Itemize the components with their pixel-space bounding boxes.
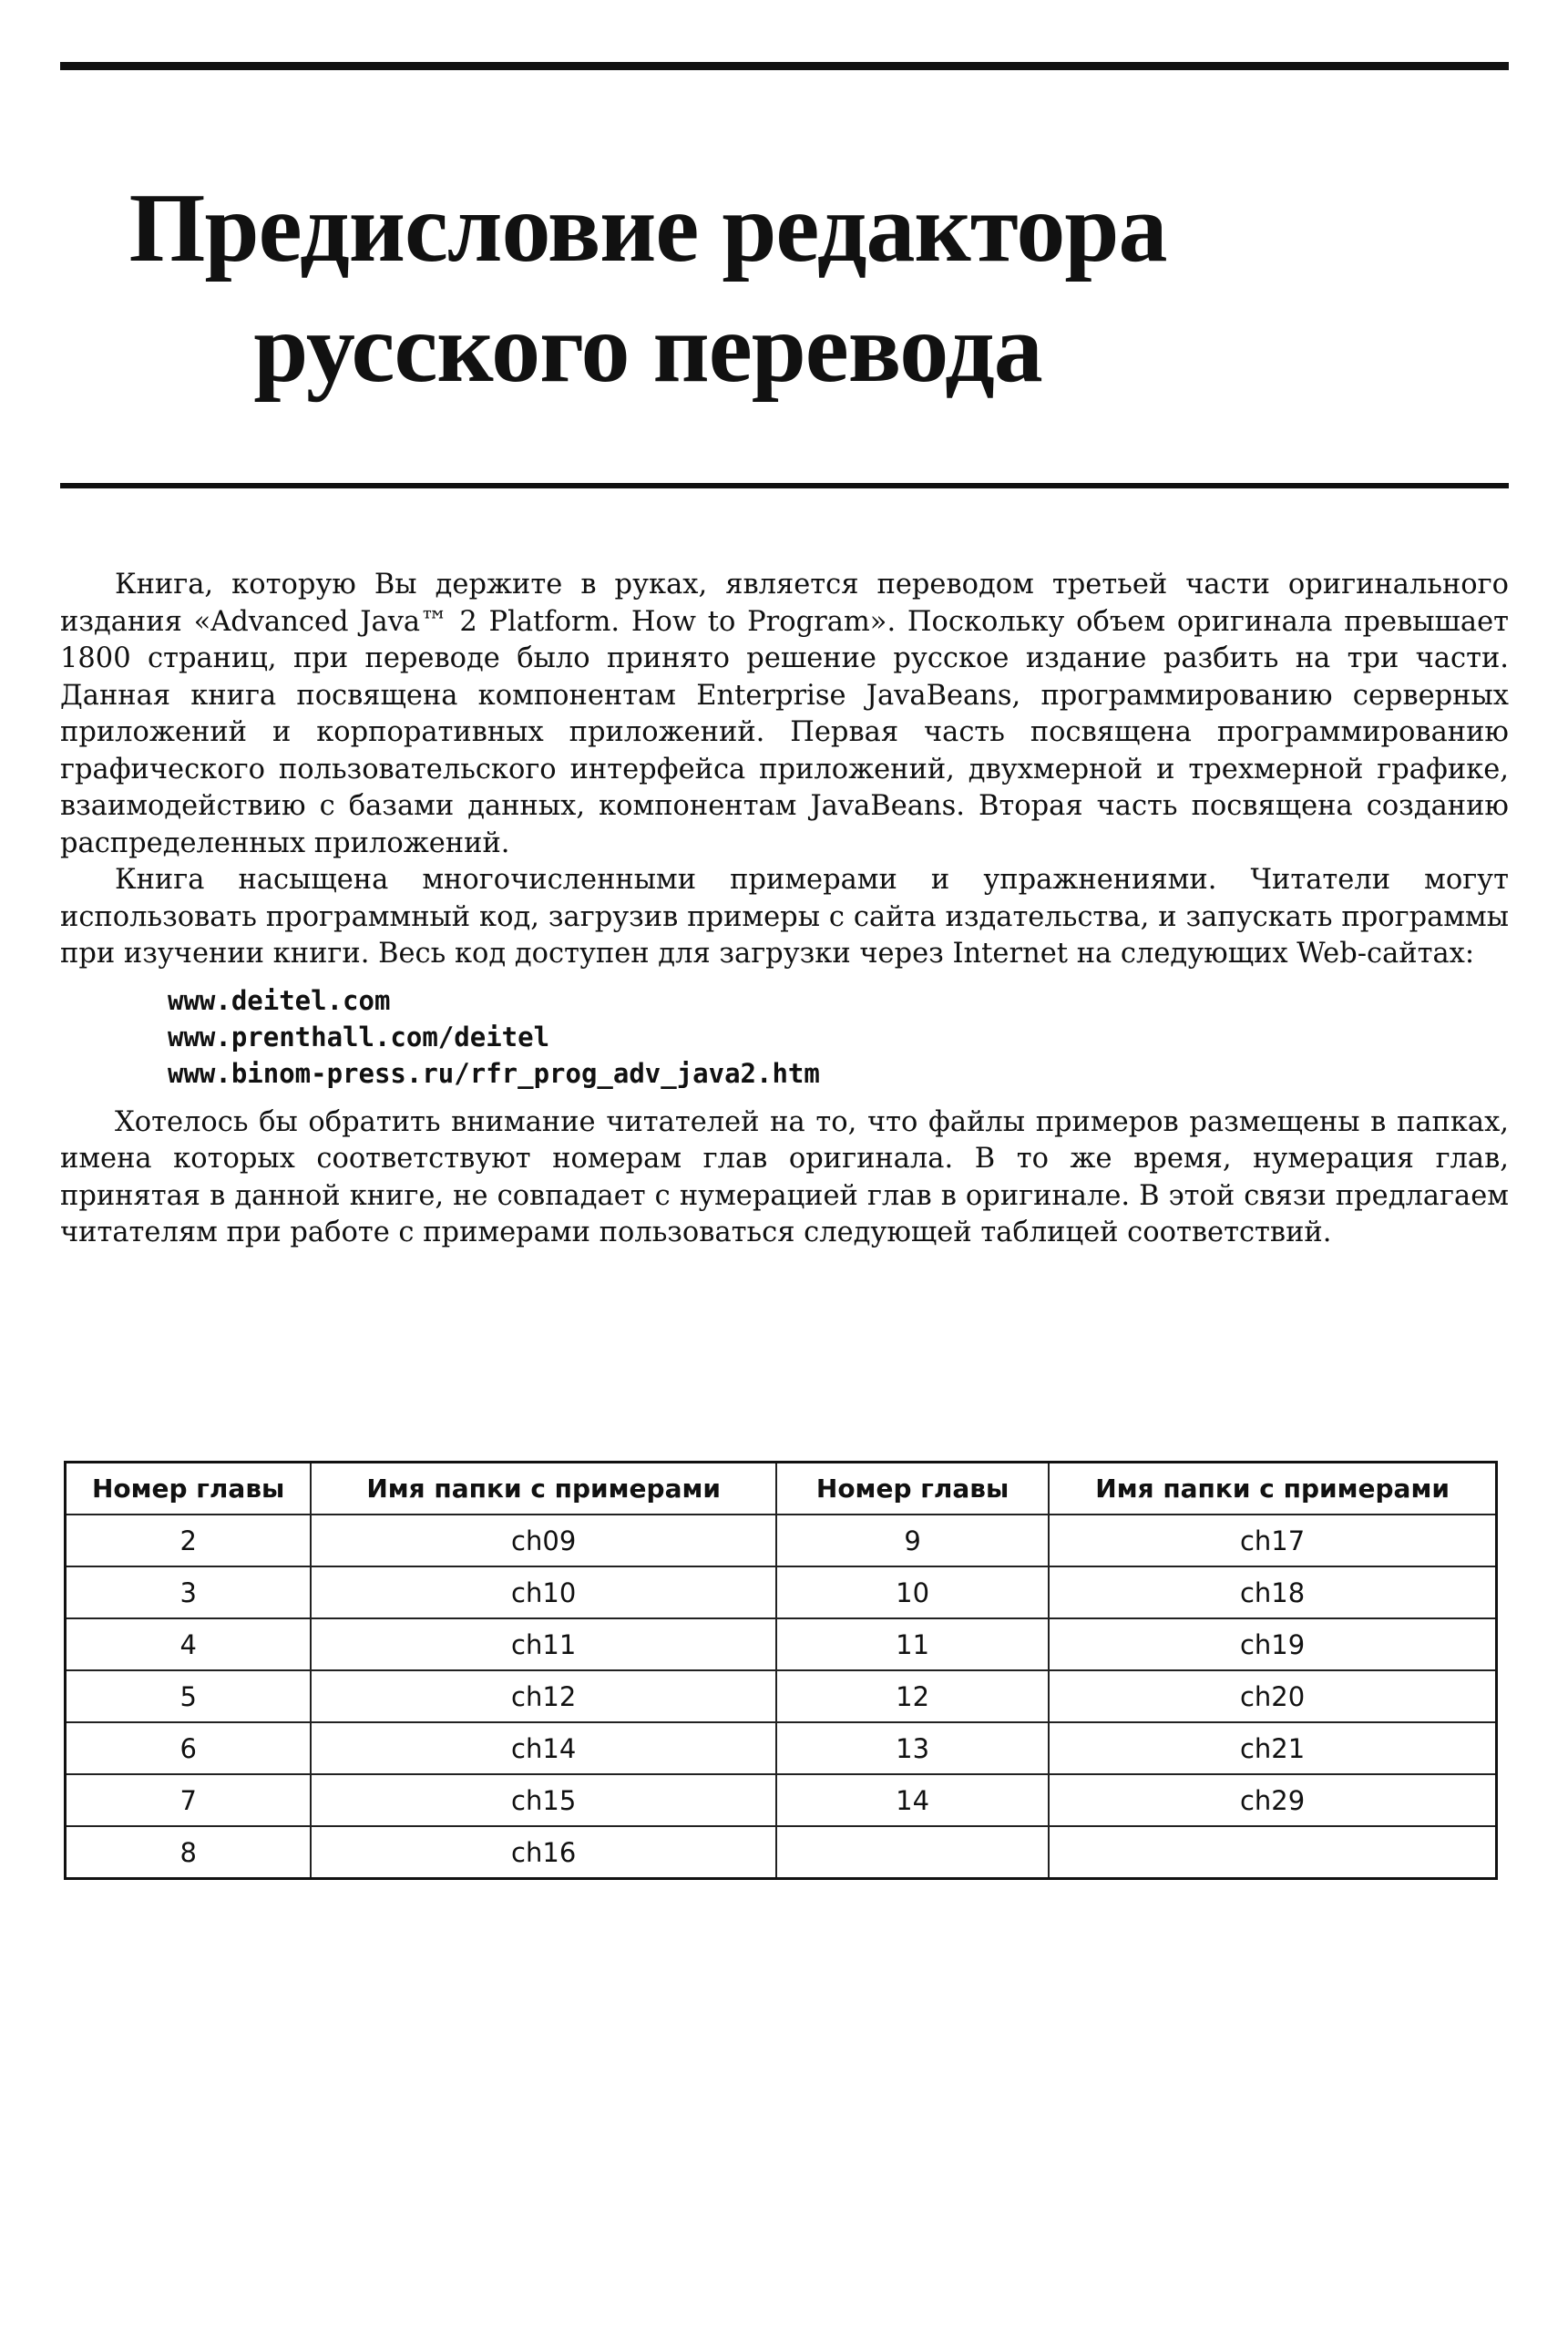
url-item: www.deitel.com	[168, 984, 391, 1016]
header-chapter-number: Номер главы	[66, 1463, 312, 1515]
url-item: www.prenthall.com/deitel	[168, 1021, 550, 1053]
table-cell: ch10	[311, 1566, 776, 1618]
table-cell: ch20	[1049, 1670, 1496, 1722]
title-bottom-rule	[60, 483, 1509, 488]
table-cell: ch21	[1049, 1722, 1496, 1774]
table-cell: 11	[776, 1618, 1049, 1670]
table-cell: ch09	[311, 1515, 776, 1566]
table-cell	[776, 1826, 1049, 1879]
table-cell	[1049, 1826, 1496, 1879]
table-cell: 6	[66, 1722, 312, 1774]
title-line-2: русского перевода	[253, 294, 1042, 403]
table-header-row	[66, 1463, 1497, 1515]
table-cell: 13	[776, 1722, 1049, 1774]
chapter-title	[60, 169, 1509, 409]
table-cell: 14	[776, 1774, 1049, 1826]
table-row	[66, 1618, 1497, 1670]
table-cell: ch16	[311, 1826, 776, 1879]
table-row	[66, 1515, 1497, 1566]
table-row	[66, 1670, 1497, 1722]
table-cell: 8	[66, 1826, 312, 1879]
chapter-folder-table	[64, 1461, 1498, 1880]
table-cell: 10	[776, 1566, 1049, 1618]
table-row	[66, 1722, 1497, 1774]
table-cell: ch29	[1049, 1774, 1496, 1826]
table-cell: ch18	[1049, 1566, 1496, 1618]
table-cell: 5	[66, 1670, 312, 1722]
table-cell: ch14	[311, 1722, 776, 1774]
table-cell: ch11	[311, 1618, 776, 1670]
paragraph-3: Хотелось бы обратить внимание читателей на то, что файлы примеров размещены в папках, имена которых соответствуют номерам глав оригинала. В то же время, нумерация глав, принятая в данной книге, не совпадает с нумерацией глав в оригинале. В этой связи предлагаем читателям при работе с примерами пользоваться следующей таблицей соответствий.	[60, 1105, 1509, 1248]
body-text	[60, 567, 1509, 1252]
table-row	[66, 1774, 1497, 1826]
paragraph-2: Книга насыщена многочисленными примерами и упражнениями. Читатели могут использовать программный код, загрузив примеры с сайта издательства, и запускать программы при изучении книги. Весь код доступен для загрузки через Internet на следующих Web-сайтах:	[60, 864, 1509, 970]
header-folder-name: Имя папки с примерами	[311, 1463, 776, 1515]
table-cell: 2	[66, 1515, 312, 1566]
url-item: www.binom-press.ru/rfr_prog_adv_java2.htm	[168, 1057, 820, 1089]
top-rule	[60, 62, 1509, 70]
table-cell: ch17	[1049, 1515, 1496, 1566]
table-cell: 3	[66, 1566, 312, 1618]
url-list	[168, 982, 1509, 1092]
table-row	[66, 1566, 1497, 1618]
header-folder-name: Имя папки с примерами	[1049, 1463, 1496, 1515]
header-chapter-number: Номер главы	[776, 1463, 1049, 1515]
title-line-1: Предисловие редактора	[128, 174, 1167, 282]
table-cell: ch19	[1049, 1618, 1496, 1670]
table-cell: 7	[66, 1774, 312, 1826]
table-cell: 12	[776, 1670, 1049, 1722]
table-cell: ch15	[311, 1774, 776, 1826]
table-cell: 4	[66, 1618, 312, 1670]
table-cell: ch12	[311, 1670, 776, 1722]
table-cell: 9	[776, 1515, 1049, 1566]
paragraph-1: Книга, которую Вы держите в руках, является переводом третьей части оригинального издания «Advanced Java™ 2 Platform. How to Program». Поскольку объем оригинала превышает 1800 страниц, при переводе было принято решение русское издание разбить на три части. Данная книга посвящена компонентам Enterprise JavaBeans, программированию серверных приложений и корпоративных приложений. Первая часть посвящена программированию графического пользовательского интерфейса приложений, двухмерной и трехмерной графике, взаимодействию с базами данных, компонентам JavaBeans. Вторая часть посвящена созданию распределенных приложений.	[60, 569, 1509, 859]
table-row	[66, 1826, 1497, 1879]
